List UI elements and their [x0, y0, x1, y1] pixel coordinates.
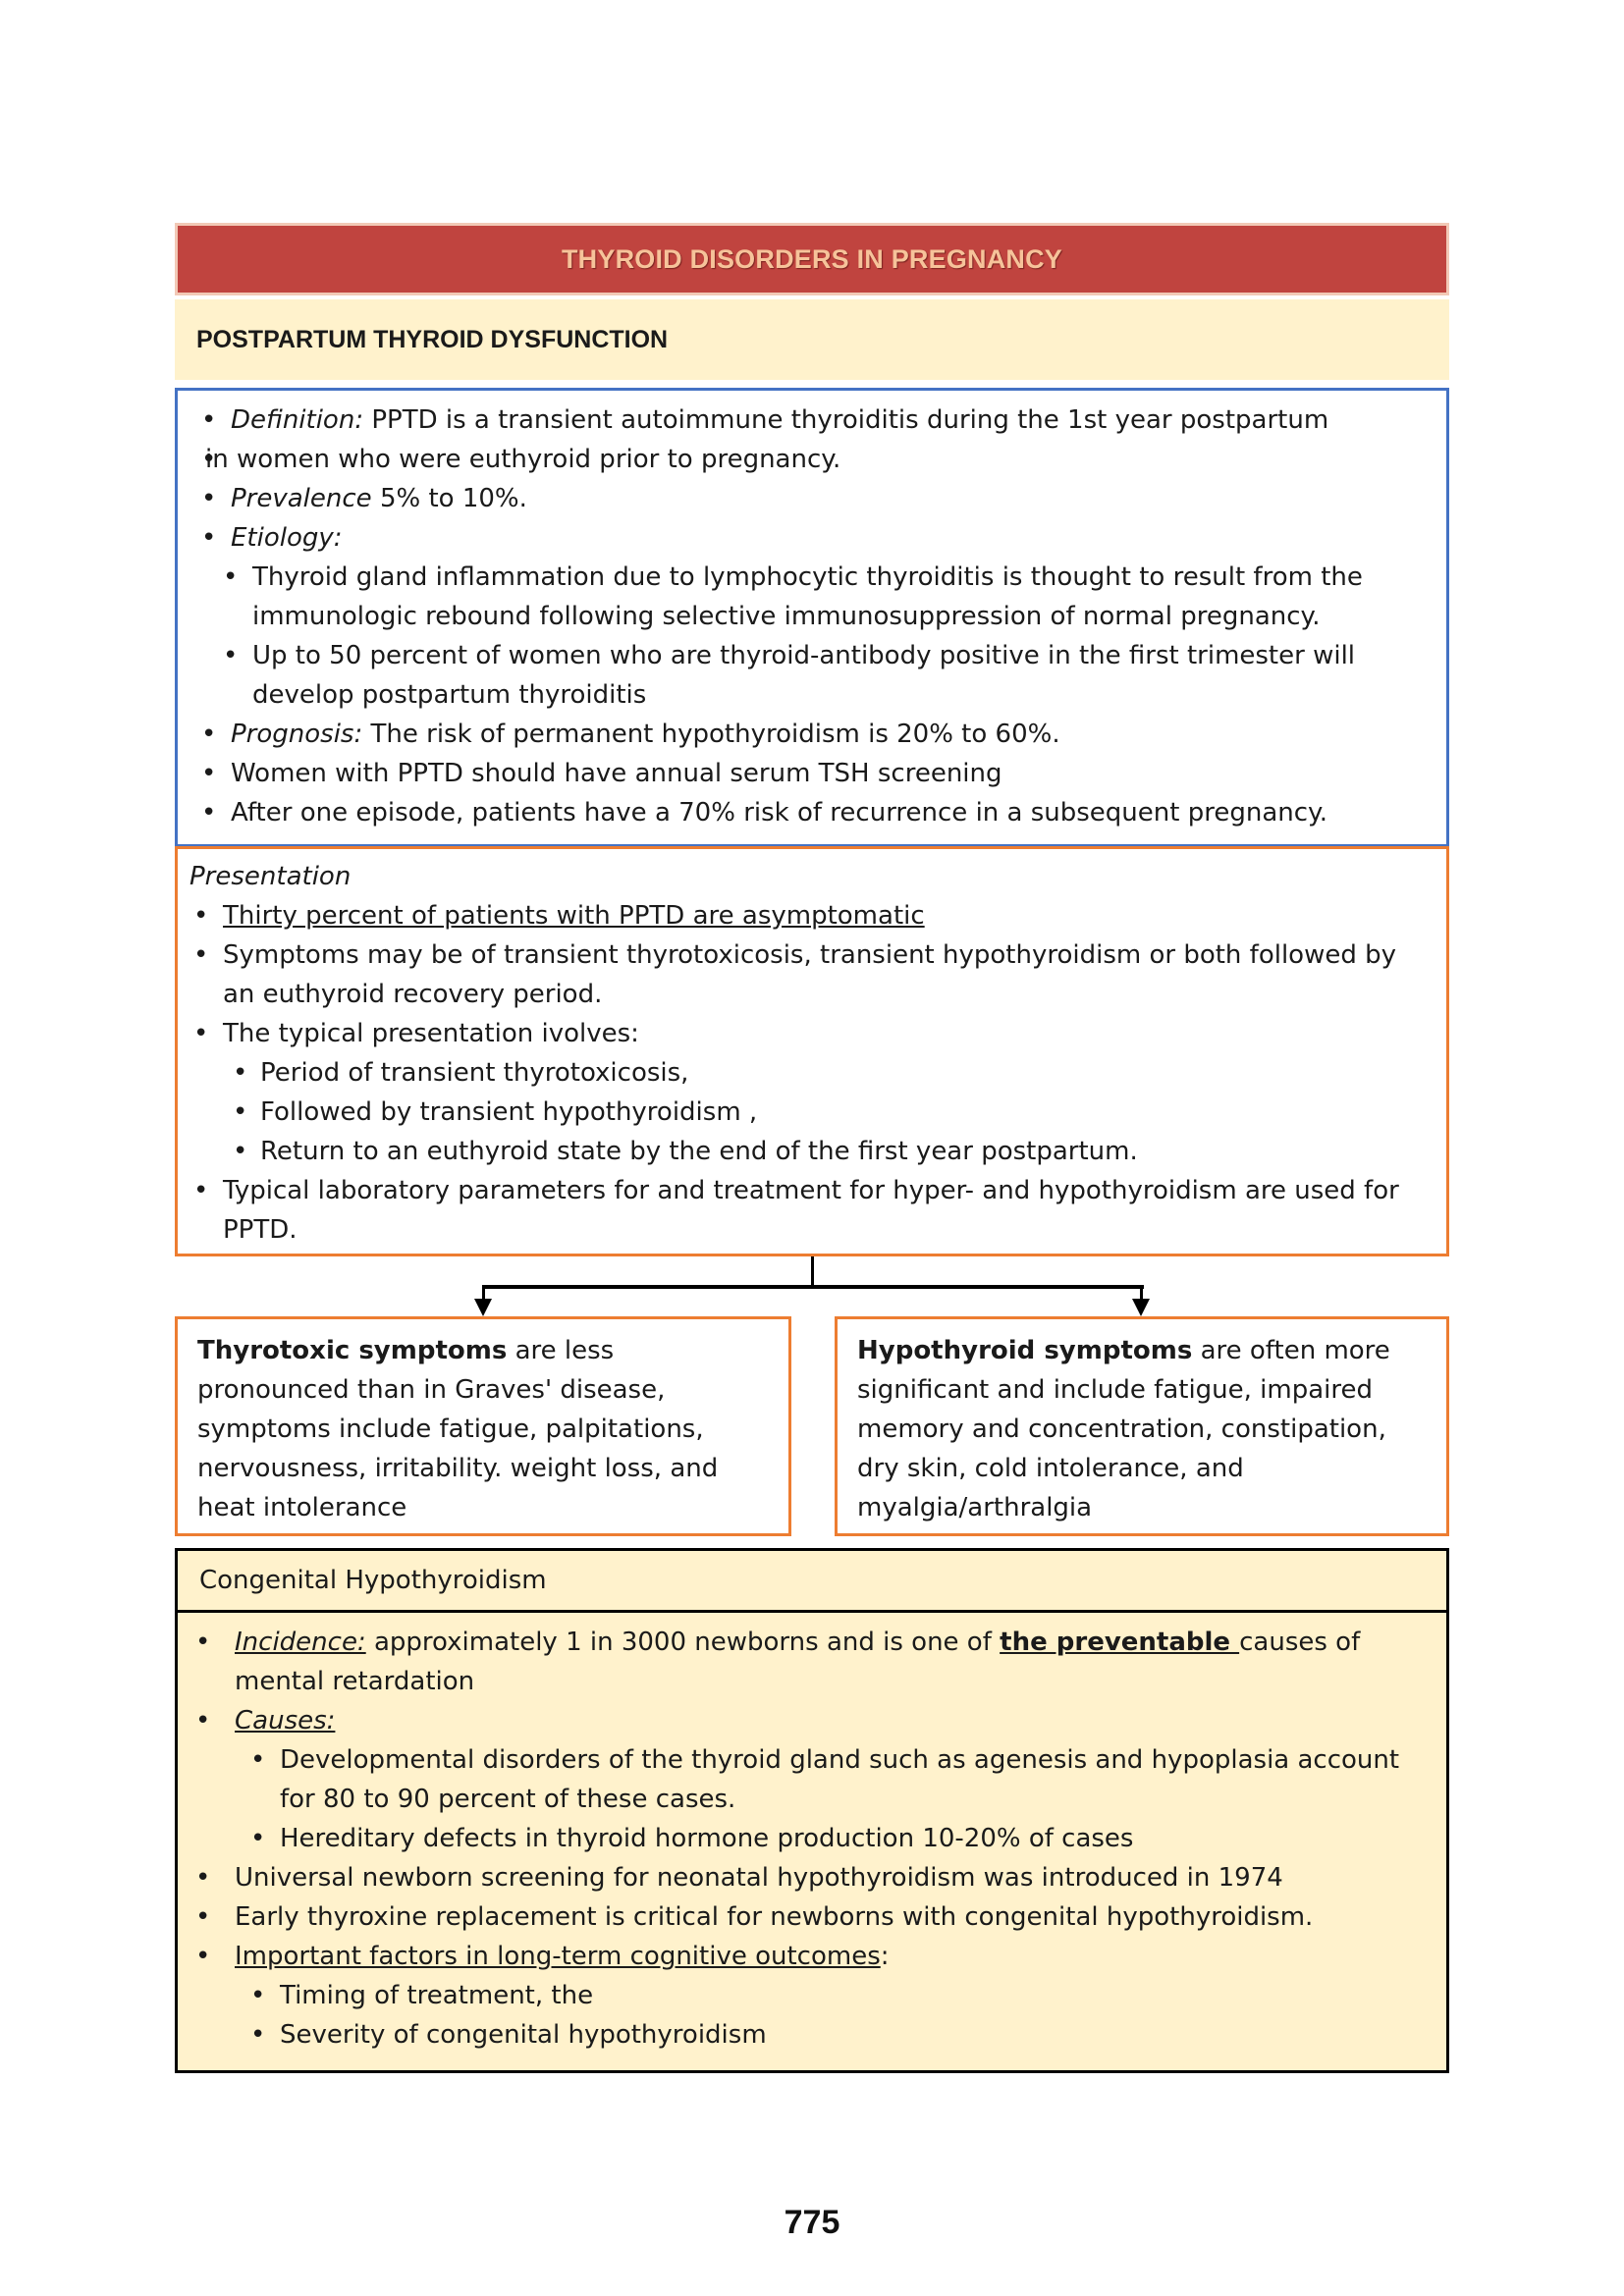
causes-item: • Causes: — [191, 1701, 1429, 1740]
incidence-item: • Incidence: approximately 1 in 3000 newborns and is one of the preventable causes of mental retardation — [191, 1623, 1429, 1701]
overview-box — [175, 388, 1449, 847]
factors-sub-item: • Severity of congenital hypothyroidism — [191, 2015, 1429, 2055]
screening-item: • Universal newborn screening for neonatal hypothyroidism was introduced in 1974 — [191, 1858, 1429, 1897]
connector-vertical — [811, 1256, 814, 1287]
etiology-item: • Etiology: — [197, 518, 1429, 558]
congenital-heading: Congenital Hypothyroidism — [199, 1566, 547, 1595]
thyrotoxic-text: are less pronounced than in Graves' disease, symptoms include fatigue, palpitations, nervousness, irritability. weight loss, and heat intolerance — [197, 1336, 719, 1522]
asymptomatic-item: • Thirty percent of patients with PPTD are asymptomatic — [189, 896, 1429, 935]
thyrotoxic-box — [175, 1316, 791, 1536]
arrow-down-icon — [474, 1299, 492, 1316]
section-title: POSTPARTUM THYROID DYSFUNCTION — [196, 325, 669, 353]
presentation-heading: Presentation — [189, 862, 352, 891]
recurrence-item: • After one episode, patients have a 70% risk of recurrence in a subsequent pregnancy. — [197, 793, 1429, 832]
factors-sub-item: • Timing of treatment, the — [191, 1976, 1429, 2015]
title-banner — [175, 223, 1449, 295]
factors-item: • Important factors in long-term cognitive outcomes: — [191, 1937, 1429, 1976]
hypothyroid-box — [835, 1316, 1449, 1536]
presentation-box — [175, 846, 1449, 1256]
causes-sub-item: • Developmental disorders of the thyroid gland such as agenesis and hypoplasia account for 80 to 90 percent of these cases. — [191, 1740, 1429, 1819]
causes-sub-item: • Hereditary defects in thyroid hormone production 10-20% of cases — [191, 1819, 1429, 1858]
arrow-down-icon — [1132, 1299, 1150, 1316]
thyroxine-item: • Early thyroxine replacement is critical for newborns with congenital hypothyroidism. — [191, 1897, 1429, 1937]
etiology-sub-item: • Thyroid gland inflammation due to lymphocytic thyroiditis is thought to result from the immunologic rebound following selective immunosuppression of normal pregnancy. — [197, 558, 1429, 636]
screening-item: • Women with PPTD should have annual serum TSH screening — [197, 754, 1429, 793]
typical-sub-item: • Return to an euthyroid state by the end of the first year postpartum. — [189, 1132, 1429, 1171]
page-number: 775 — [784, 2204, 840, 2241]
hypothyroid-title: Hypothyroid symptoms — [857, 1336, 1193, 1365]
page-title: THYROID DISORDERS IN PREGNANCY — [561, 243, 1063, 274]
lab-item: • Typical laboratory parameters for and treatment for hyper- and hypothyroidism are used for PPTD. — [189, 1171, 1429, 1250]
etiology-sub-item: • Up to 50 percent of women who are thyroid-antibody positive in the first trimester will develop postpartum thyroiditis — [197, 636, 1429, 715]
congenital-box — [175, 1548, 1449, 2073]
connector-horizontal — [482, 1285, 1144, 1289]
typical-sub-item: • Followed by transient hypothyroidism , — [189, 1093, 1429, 1132]
prognosis-item: • Prognosis: The risk of permanent hypothyroidism is 20% to 60%. — [197, 715, 1429, 754]
thyrotoxic-title: Thyrotoxic symptoms — [197, 1336, 508, 1365]
typical-sub-item: • Period of transient thyrotoxicosis, — [189, 1053, 1429, 1093]
symptoms-item: • Symptoms may be of transient thyrotoxicosis, transient hypothyroidism or both followed by an euthyroid recovery period. — [189, 935, 1429, 1014]
prevalence-item: • Prevalence 5% to 10%. — [197, 479, 1429, 518]
definition-item: • Definition: PPTD is a transient autoimmune thyroiditis during the 1st year postpartum — [197, 400, 1429, 440]
hypothyroid-text: are often more significant and include fatigue, impaired memory and concentration, constipation, dry skin, cold intolerance, and myalgia/arthralgia — [857, 1336, 1390, 1522]
definition-continuation: • in women who were euthyroid prior to pregnancy. — [197, 440, 1429, 479]
section-header — [175, 299, 1449, 380]
typical-intro-item: • The typical presentation ivolves: — [189, 1014, 1429, 1053]
congenital-header — [178, 1551, 1446, 1613]
